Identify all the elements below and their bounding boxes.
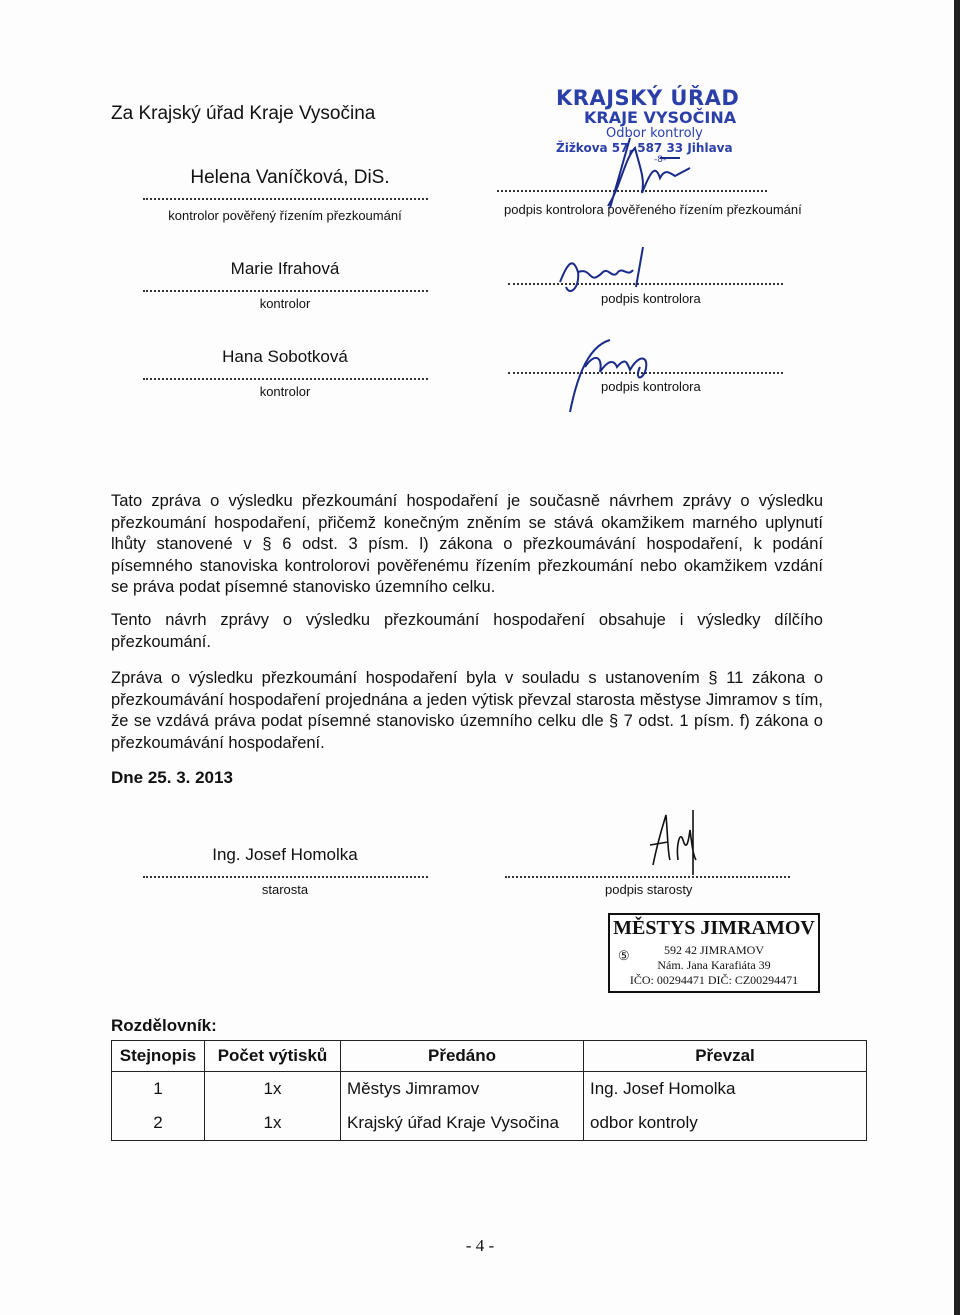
stamp-line-2: KRAJE VYSOČINA [584,108,737,127]
signatory-name: Hana Sobotková [222,347,348,366]
table-cell: 2 [112,1106,205,1141]
signature-caption: podpis kontrolora [601,291,701,306]
table-cell: 1x [205,1106,341,1141]
stamp-line-4: Žižkova 57, 587 33 Jihlava [556,141,733,155]
column-header: Stejnopis [112,1041,205,1072]
town-stamp-ids: IČO: 00294471 DIČ: CZ00294471 [629,973,799,987]
signature-caption: podpis kontrolora pověřeného řízením přezkoumání [504,202,802,217]
body-paragraph: Zpráva o výsledku přezkoumání hospodaření byla v souladu s ustanovením § 11 zákona o přezkoumávání hospodaření projednána a jeden výtisk převzal starosta městyse Jimramov s tím, že se vzdává práva podat písemné stanovisko územního celku dle § 7 odst. 1 písm. f) zákona o přezkoumávání hospodaření. [111,669,823,752]
column-header: Předáno [341,1041,584,1072]
table-header-row [112,1041,867,1072]
table-cell: 1 [112,1072,205,1107]
signatory-role: kontrolor [259,384,311,399]
column-header: Převzal [584,1041,867,1072]
signature-line [143,876,428,878]
table-cell: 1x [205,1072,341,1107]
handwritten-signature [638,800,718,880]
body-paragraph: Tato zpráva o výsledku přezkoumání hospodaření je současně návrhem zprávy o výsledku přezkoumání hospodaření, přičemž konečným zněním se stává okamžikem marného uplynutí lhůty stanovené v § 6 odst. 3 písm. l) zákona o přezkoumávání hospodaření, k podání písemného stanoviska kontrolorovi pověřenému řízením přezkoumání nebo okamžikem vzdání se práva podat písemné stanovisko územního celku. [111,492,823,596]
signature-line [143,198,428,200]
issuer-title: Za Krajský úřad Kraje Vysočina [111,103,376,124]
signatory-name: Marie Ifrahová [230,259,340,278]
handwritten-signature [590,118,710,213]
signatory-role: kontrolor [259,296,311,311]
mayor-name: Ing. Josef Homolka [212,845,358,864]
town-stamp-mark: ⑤ [618,948,630,963]
table-cell: Ing. Josef Homolka [584,1072,867,1107]
table-row [112,1072,867,1107]
body-paragraph: Tento návrh zprávy o výsledku přezkoumání hospodaření obsahuje i výsledky dílčího přezkoumání. [111,611,823,651]
signature-line [143,378,428,380]
town-stamp-title: MĚSTYS JIMRAMOV [613,917,815,939]
table-cell: Krajský úřad Kraje Vysočina [341,1106,584,1141]
stamp-line-1: KRAJSKÝ ÚŘAD [556,86,740,110]
stamp-line-3: Odbor kontroly [606,126,703,141]
date-line: Dne 25. 3. 2013 [111,768,233,787]
signature-line [143,290,428,292]
signature-caption: podpis kontrolora [601,379,701,394]
town-stamp [608,913,820,993]
table-row [112,1106,867,1141]
handwritten-signature [555,332,665,417]
signature-caption: podpis starosty [605,882,693,897]
scan-edge [954,0,960,1315]
column-header: Počet výtisků [205,1041,341,1072]
distribution-table [111,1040,867,1141]
signatory-role: kontrolor pověřený řízením přezkoumání [168,208,402,223]
town-stamp-address: 592 42 JIMRAMOV [663,943,764,957]
page-number: - 4 - [465,1236,495,1255]
table-cell: odbor kontroly [584,1106,867,1141]
town-stamp-address: Nám. Jana Karafiáta 39 [657,958,771,972]
stamp-line-5: -8- [654,155,667,165]
distribution-title: Rozdělovník: [111,1016,217,1035]
mayor-role: starosta [261,882,309,897]
table-cell: Městys Jimramov [341,1072,584,1107]
handwritten-signature [548,242,658,302]
signatory-name: Helena Vaníčková, DiS. [190,167,390,188]
